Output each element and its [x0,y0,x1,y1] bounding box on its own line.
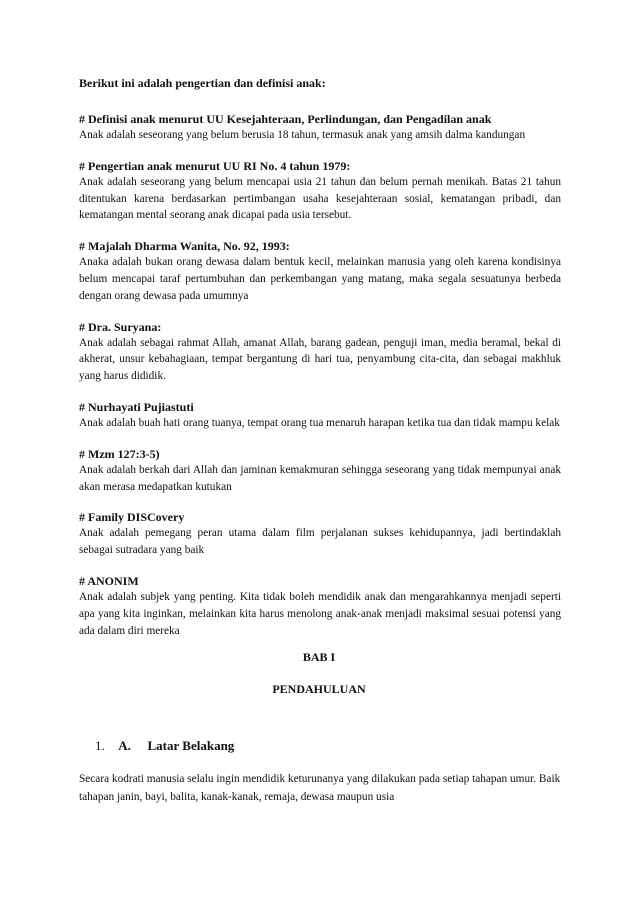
section-text: Anak adalah seseorang yang belum berusia 18 tahun, termasuk anak yang amsih dalma kandungan [79,129,526,141]
subheading [95,738,234,754]
definition-section [79,238,561,304]
section-text: Anak adalah subjek yang penting. Kita tidak boleh mendidik anak dan mengarahkannya menjadi seperti apa yang kita inginkan, melainkan kita harus menolong anak-anak menjadi maksimal sesuai potensi yang ada dalam diri mereka [79,590,561,637]
subheading-letter: A. [118,738,131,753]
section-text: Anak adalah pemegang peran utama dalam film perjalanan sukses kehidupannya, jadi bertindaklah sebagai sutradara yang baik [79,527,561,557]
definition-section [79,509,561,559]
definition-section [79,446,561,496]
section-title: # Majalah Dharma Wanita, No. 92, 1993: [79,239,290,254]
definition-section [79,111,561,144]
chapter-label: BAB I [302,650,336,664]
section-title: # Nurhayati Pujiastuti [79,399,194,414]
section-title: # Definisi anak menurut UU Kesejahteraan, Perlindungan, dan Pengadilan anak [79,112,492,126]
section-title: # Pengertian anak menurut UU RI No. 4 tahun 1979: [79,158,351,173]
section-text: Anaka adalah bukan orang dewasa dalam bentuk kecil, melainkan manusia yang oleh karena kondisinya belum mencapai taraf pertumbuhan dan perkembangan yang matang, maka segala sesuatunya berbeda dengan orang dewasa pada umumnya [79,256,561,302]
body-paragraph: Secara kodrati manusia selalu ingin mendidik keturunanya yang dilakukan pada setiap tahapan umur. Baik tahapan janin, bayi, balita, kanak-kanak, remaja, dewasa maupun usia [79,773,561,803]
definition-section [79,573,561,639]
section-text: Anak adalah berkah dari Allah dan jaminan kemakmuran sehingga seseorang yang tidak mempunyai anak akan merasa medapatkan kutukan [79,463,561,493]
subheading-title: Latar Belakang [147,738,235,753]
subheading-number: 1. [95,738,105,753]
section-text: Anak adalah seseorang yang belum mencapai usia 21 tahun dan belum pernah menikah. Batas 21 tahun ditentukan karena berdasarkan pertimbangan usaha kesejahteraan sosial, kematangan pribadi, dan kematangan mental seorang anak dicapai pada usia tersebut. [79,175,561,222]
section-text: Anak adalah buah hati orang tuanya, tempat orang tua menaruh harapan ketika tua dan tidak mampu kelak [79,416,560,429]
section-text: Anak adalah sebagai rahmat Allah, amanat Allah, barang gadean, penguji iman, media beramal, bekal di akherat, unsur kebahagiaan, tempat bergantung di hari tua, penyambung cita-cita, dan sebagai makhluk yang harus dididik. [79,336,561,383]
intro-line: Berikut ini adalah pengertian dan definisi anak: [79,76,326,90]
definition-section [79,319,561,385]
section-title: # Mzm 127:3-5) [79,446,160,461]
definition-section [79,158,561,224]
section-title: # ANONIM [79,573,139,588]
definition-section [79,399,561,432]
section-title: # Family DISCovery [79,510,185,525]
section-title: # Dra. Suryana: [79,319,162,334]
chapter-title: PENDAHULUAN [272,682,366,696]
definitions-block [79,75,561,653]
